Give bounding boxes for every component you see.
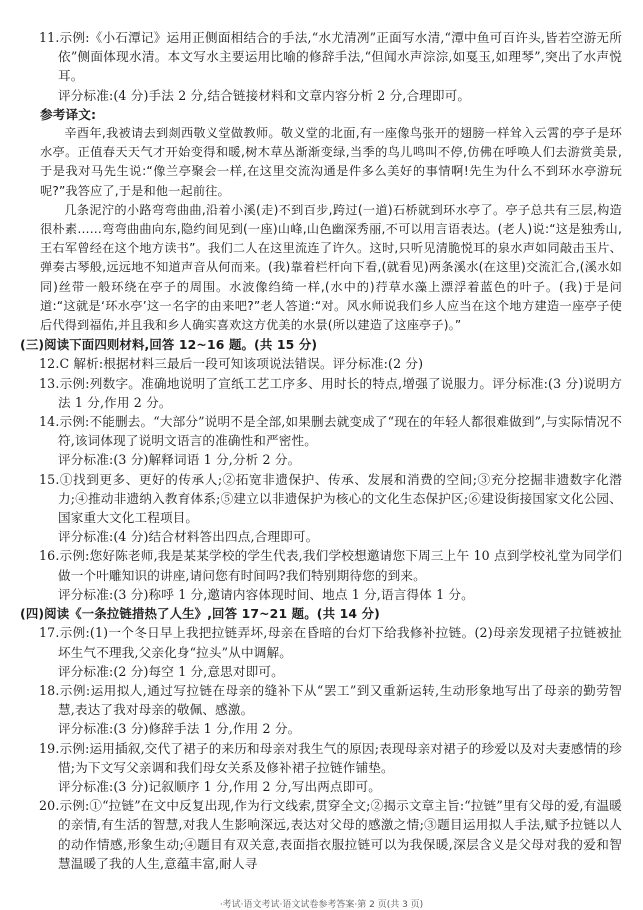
translation-paragraph-2: 几条泥泞的小路弯弯曲曲,沿着小溪(走)不到百步,跨过(一道)石桥就到环水亭了。亭子总共有三层,构造很朴素……弯弯曲曲向东,隐约间见到(一座)山峰,山色幽深秀丽,不可以用言语表达。(老人)说:“这是独秀山,王右军曾经在这个地方读书”。我们二人在这里流连了许久。这时,只听见清脆悦耳的泉水声如同敲击玉片、弹奏古琴般,远远地不知道声音从何而来。(我)靠着栏杆向下看,(就看见)两条溪水(在这里)交流汇合,(溪水如同)丝带一般环绕在亭子的周围。水波像绉绮一样,(水中的)荇草水藻上漂浮着蓝色的叶子。(我)于是问道:“这就是‘环水亭’这一名字的由来吧?”老人答道:“对。风水师说我们乡人应当在这个地方建造一座亭子使后代得到福佑,并且我和乡人确实喜欢这方优美的水景(所以建造了这座亭子)。” [40,202,622,333]
scoring-11: 评分标准:(4 分)手法 2 分,结合链接材料和文章内容分析 2 分,合理即可。 [58,87,471,103]
answer-13: 13.示例:列数字。准确地说明了宣纸工艺工序多、用时长的特点,增强了说服力。评分标准:(3 分)说明方法 1 分,作用 2 分。 [39,375,622,410]
answer-17: 17.示例:(1)一个冬日早上我把拉链弄坏,母亲在昏暗的台灯下给我修补拉链。(2)母亲发现裙子拉链被扯坏生气不理我,父亲化身“拉头”从中调解。 [39,625,622,660]
answer-19: 19.示例:运用插叙,交代了裙子的来历和母亲对我生气的原因;表现母亲对裙子的珍爱以及对夫妻感情的珍惜;为下文写父亲调和我们母女关系及修补裙子拉链作铺垫。 [39,740,622,775]
answer-20: 20.示例:①“拉链”在文中反复出现,作为行文线索,贯穿全文;②揭示文章主旨:“拉链”里有父母的爱,有温暖的亲情,有生活的智慧,对我人生影响深远,表达对父母的感激之情;③题目运用拟人手法,赋予拉链以人的动作情感,形象生动;④题目有双关意,表面指衣服拉链可以为我保暖,深层含义是父母对我的爱和智慧温暖了我的人生,意蕴丰富,耐人寻 [39,798,622,871]
section-4-heading: (四)阅读《一条拉链措热了人生》,回答 17~21 题。(共 14 分) [20,606,380,622]
translation-paragraph-1: 辛酉年,我被请去到剡西敬义堂做教师。敬义堂的北面,有一座像鸟张开的翅膀一样耸入云霄的亭子是环水亭。正值春天天气才开始变得和暖,树木草丛渐渐变绿,当季的鸟儿鸣叫不停,仿佛在呼唤人们去游赏美景,于是我对马先生说:“像兰亭聚会一样,在这里交流沟通是件多么美好的事情啊!先生为什么不到环水亭游玩呢?”我答应了,于是和他一起前往。 [40,126,622,198]
scoring-15: 评分标准:(4 分)结合材料答出四点,合理即可。 [58,529,319,545]
answer-key-page [20,28,622,873]
translation-heading: 参考译文: [40,106,97,122]
section-3-heading: (三)阅读下面四则材料,回答 12~16 题。(共 15 分) [20,337,318,353]
scoring-14: 评分标准:(3 分)解释词语 1 分,分析 2 分。 [58,452,301,468]
answer-11: 11.示例:《小石潭记》运用正侧面相结合的手法,“水尤清冽”正面写水清,“潭中鱼可百许头,皆若空游无所依”侧面体现水清。本文写水主要运用比喻的修辞手法,“但闻水声淙淙,如戛玉,如理琴”,突出了水声悦耳。 [39,30,622,84]
answer-15: 15.①找到更多、更好的传承人;②拓宽非遗保护、传承、发展和消费的空间;③充分挖掘非遗数字化潜力;④推动非遗纳入教育体系;⑤建立以非遗保护为核心的文化生态保护区;⑥建设街接国家文化公园、国家重大文化工程项目。 [39,471,622,526]
answer-12: 12.C 解析:根据材料三最后一段可知该项说法错误。评分标准:(2 分) [39,356,424,372]
scoring-19: 评分标准:(3 分)记叙顺序 1 分,作用 2 分,写出两点即可。 [58,778,381,794]
page-footer: ·考试·语文考试·语文试卷参考答案·第 2 页(共 3 页) [219,900,424,910]
scoring-17: 评分标准:(2 分)每空 1 分,意思对即可。 [58,663,284,679]
scoring-18: 评分标准:(3 分)修辞手法 1 分,作用 2 分。 [58,721,301,737]
answer-18: 18.示例:运用拟人,通过写拉链在母亲的缝补下从“罢工”到又重新运转,生动形象地写出了母亲的勤劳智慧,表达了我对母亲的敬佩、感激。 [39,682,622,718]
answer-16: 16.示例:您好陈老师,我是某某学校的学生代表,我们学校想邀请您下周三上午 10 点到学校礼堂为同学们做一个叶雕知识的讲座,请问您有时间吗?我们特别期待您的到来。 [39,548,622,583]
answer-14: 14.示例:不能删去。“大部分”说明不是全部,如果删去就变成了“现在的年轻人都很难做到”,与实际情况不符,该词体现了说明文语言的准确性和严密性。 [39,414,622,449]
scoring-16: 评分标准:(3 分)称呼 1 分,邀请内容体现时间、地点 1 分,语言得体 1 分。 [58,586,474,602]
